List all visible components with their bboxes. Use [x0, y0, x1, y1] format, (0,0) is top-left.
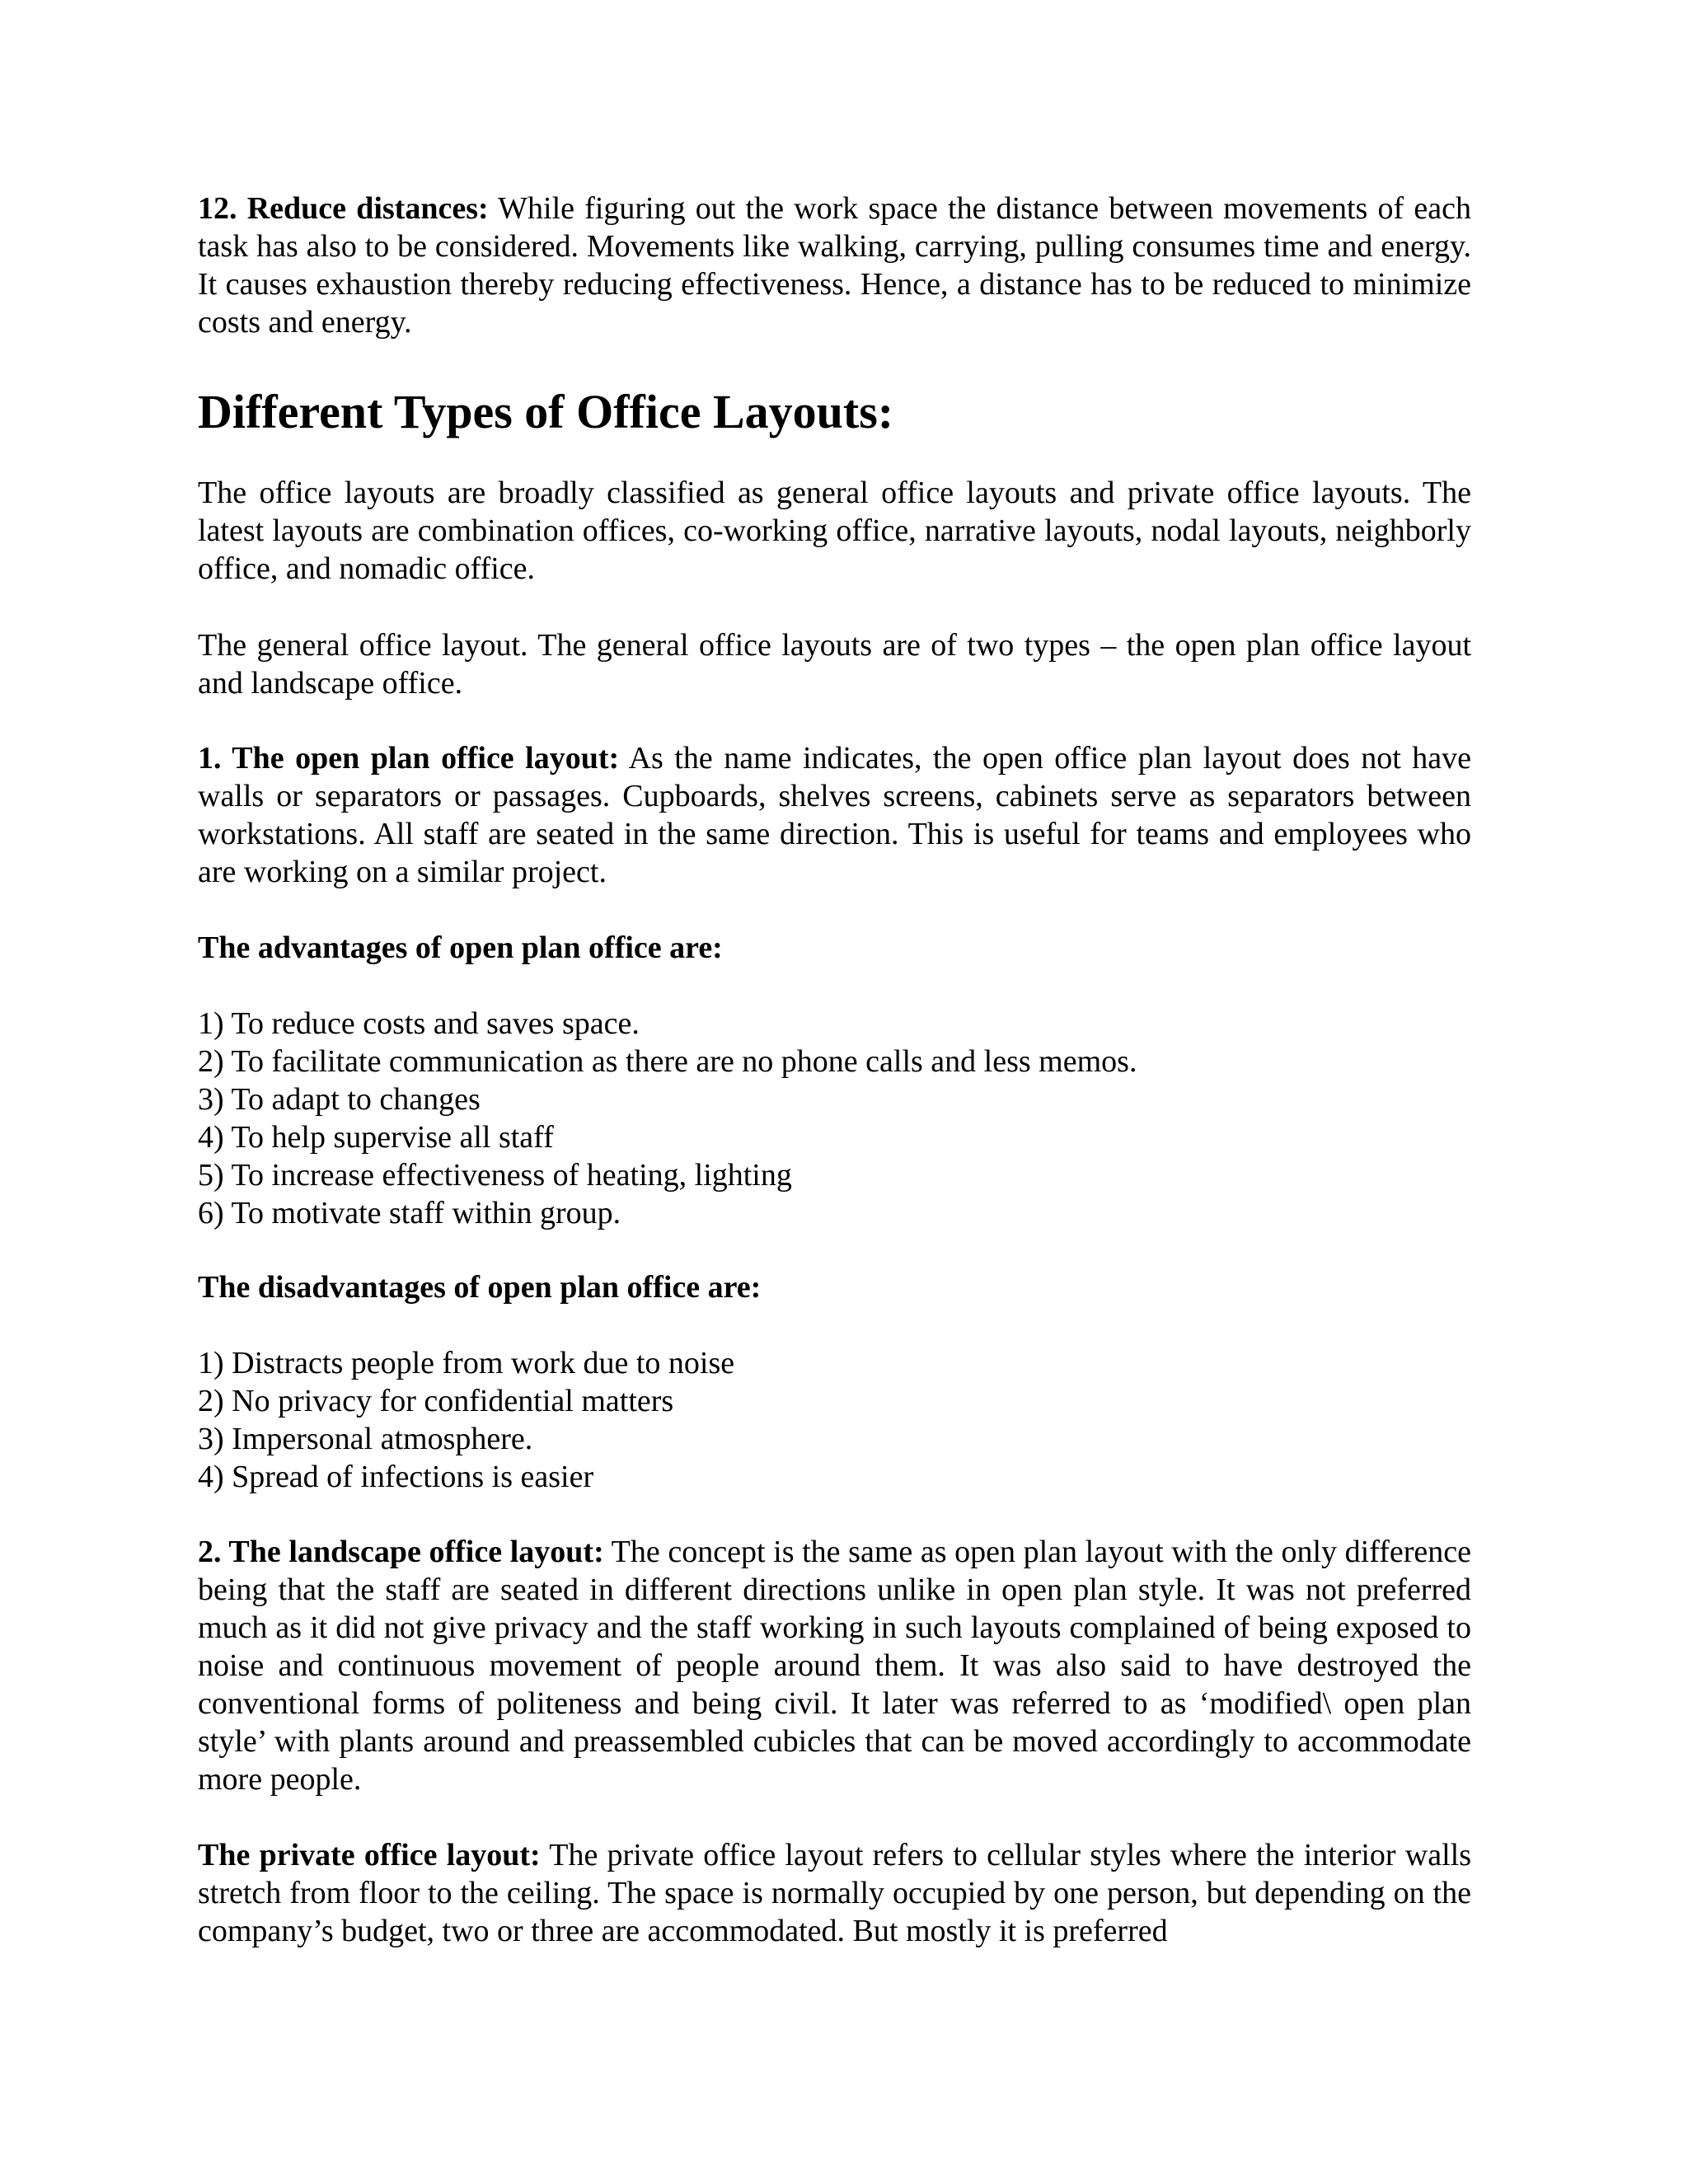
list-item: 1) Distracts people from work due to noise — [198, 1346, 735, 1380]
list-item: 2) No privacy for confidential matters — [198, 1384, 674, 1418]
advantages-title: The advantages of open plan office are: — [198, 930, 723, 965]
disadvantages-list — [198, 1344, 734, 1496]
private-lead: The private office layout: — [198, 1838, 541, 1872]
private-paragraph — [198, 1836, 1471, 1950]
disadvantages-title: The disadvantages of open plan office are: — [198, 1270, 762, 1305]
section-heading: Different Types of Office Layouts: — [198, 385, 894, 438]
intro-paragraph: The office layouts are broadly classified as general office layouts and private office layouts. The latest layouts are combination offices, co-working office, narrative layouts, nodal layouts, neighborly office, and nomadic office. — [198, 476, 1471, 586]
landscape-paragraph — [198, 1533, 1471, 1798]
list-item: 4) To help supervise all staff — [198, 1120, 554, 1155]
general-layout-paragraph: The general office layout. The general office layouts are of two types – the open plan office layout and landscape office. — [198, 628, 1471, 701]
landscape-lead: 2. The landscape office layout: — [198, 1535, 604, 1569]
list-item: 4) Spread of infections is easier — [198, 1460, 594, 1494]
list-item: 2) To facilitate communication as there are no phone calls and less memos. — [198, 1044, 1137, 1079]
list-item: 5) To increase effectiveness of heating, lighting — [198, 1158, 792, 1193]
list-item: 1) To reduce costs and saves space. — [198, 1006, 640, 1041]
section-12-paragraph — [198, 190, 1471, 341]
open-plan-paragraph — [198, 739, 1471, 891]
list-item: 3) To adapt to changes — [198, 1082, 481, 1117]
section-12-lead: 12. Reduce distances: — [198, 191, 489, 226]
landscape-body: The concept is the same as open plan layout with the only difference being that the staff are seated in different directions unlike in open plan style. It was not preferred much as it did not give privacy and the staff working in such layouts complained of being exposed to noise and continuous movement of people around them. It was also said to have destroyed the conventional forms of politeness and being civil. It later was referred to as ‘modified\ open plan style’ with plants around and preassembled cubicles that can be moved accordingly to accommodate more people. — [198, 1535, 1471, 1797]
open-plan-lead: 1. The open plan office layout: — [198, 741, 620, 776]
advantages-list — [198, 1005, 1137, 1232]
open-plan-body: As the name indicates, the open office plan layout does not have walls or separators or passages. Cupboards, shelves screens, cabinets serve as separators between workstations. All staff are seated in the same direction. This is useful for teams and employees who are working on a similar project. — [198, 741, 1472, 889]
private-body: The private office layout refers to cellular styles where the interior walls stretch from floor to the ceiling. The space is normally occupied by one person, but depending on the company’s budget, two or three are accommodated. But mostly it is preferred — [198, 1838, 1472, 1948]
list-item: 3) Impersonal atmosphere. — [198, 1422, 533, 1456]
section-12-body: While figuring out the work space the distance between movements of each task has also to be considered. Movements like walking, carrying, pulling consumes time and energy. It causes exhaustion thereby reducing effectiveness. Hence, a distance has to be reduced to minimize costs and energy. — [198, 191, 1471, 340]
list-item: 6) To motivate staff within group. — [198, 1196, 621, 1230]
